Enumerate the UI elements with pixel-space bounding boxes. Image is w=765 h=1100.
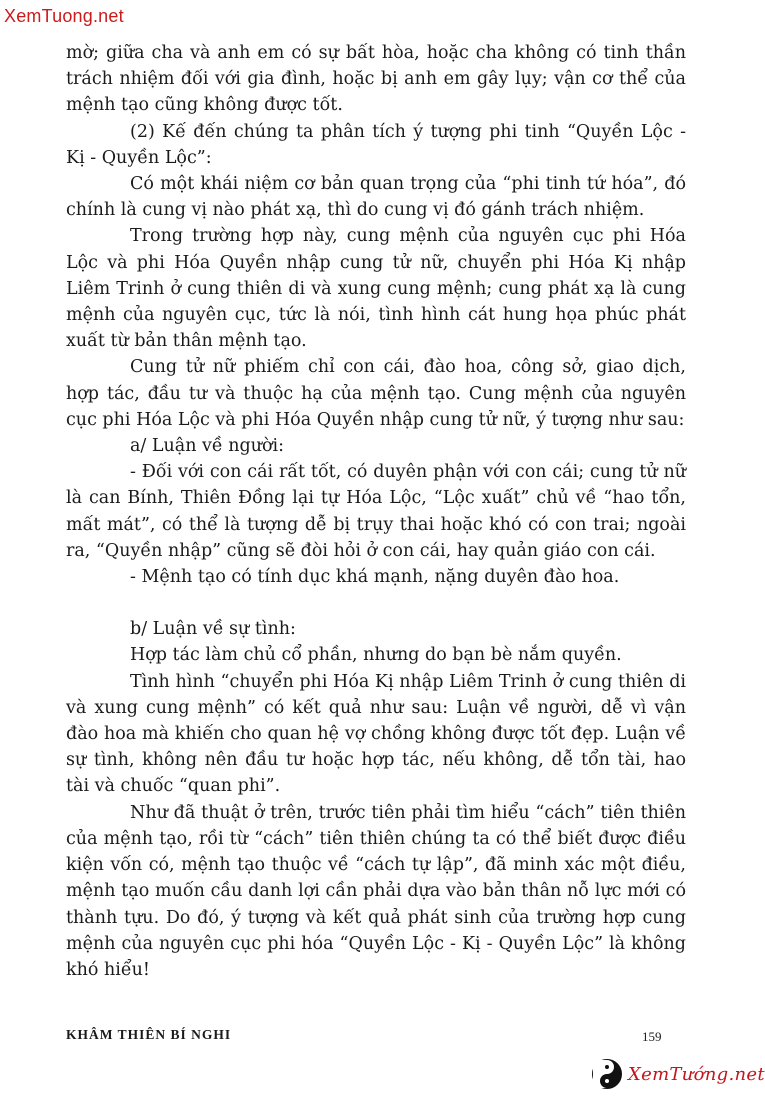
paragraph-children: - Đối với con cái rất tốt, có duyên phận với con cái; cung tử nữ là can Bính, Thiên Đồng lại tự Hóa Lộc, “Lộc xuất” chủ về “hao tổn, mất mát”, có thể là tượng dễ bị trụy thai hoặc khó có con trai; ngoài ra, “Quyền nhập” cũng sẽ đòi hỏi ở con cái, hay quản giáo con cái. bbox=[66, 462, 686, 561]
paragraph-conclusion: Như đã thuật ở trên, trước tiên phải tìm hiểu “cách” tiên thiên của mệnh tạo, rồi từ “cách” tiên thiên chúng ta có thể biết được điều kiện vốn có, mệnh tạo thuộc về “cách tự lập”, đã minh xác một điều, mệnh tạo muốn cầu danh lợi cần phải dựa vào bản thân nỗ lực mới có thành tựu. Do đó, ý tượng và kết quả phát sinh của trường hợp cung mệnh của nguyên cục phi hóa “Quyền Lộc - Kị - Quyền Lộc” là không khó hiểu! bbox=[66, 802, 686, 980]
paragraph-hoa-ki: Tình hình “chuyển phi Hóa Kị nhập Liêm Trinh ở cung thiên di và xung cung mệnh” có kết quả như sau: Luận về người, dễ vì vận đào hoa mà khiến cho quan hệ vợ chồng không được tốt đẹp. Luận về sự tình, không nên đầu tư hoặc hợp tác, nếu không, dễ tổn tài, hao tài và chuốc “quan phi”. bbox=[66, 671, 686, 797]
site-logo bbox=[592, 1056, 765, 1092]
site-watermark: XemTuong.net bbox=[4, 6, 124, 26]
yin-yang-icon bbox=[592, 1059, 622, 1089]
logo-text: XemTướng.net bbox=[628, 1063, 765, 1085]
subheading-affairs: b/ Luận về sự tình: bbox=[130, 619, 296, 640]
paragraph-concept: Có một khái niệm cơ bản quan trọng của “phi tinh tứ hóa”, đó chính là cung vị nào phát xạ, thì do cung vị đó gánh trách nhiệm. bbox=[66, 174, 686, 221]
paragraph-continued: mờ; giữa cha và anh em có sự bất hòa, hoặc cha không có tinh thần trách nhiệm đối với gia đình, hoặc bị anh em gây lụy; vận cơ thể của mệnh tạo cũng không được tốt. bbox=[66, 43, 686, 116]
page-number: 159 bbox=[642, 1029, 662, 1044]
subheading-people: a/ Luận về người: bbox=[130, 436, 285, 457]
paragraph-tu-nu: Cung tử nữ phiếm chỉ con cái, đào hoa, công sở, giao dịch, hợp tác, đầu tư và thuộc hạ của mệnh tạo. Cung mệnh của nguyên cục phi Hóa Lộc và phi Hóa Quyền nhập cung tử nữ, ý tượng như sau: bbox=[66, 357, 686, 430]
book-title: KHÂM THIÊN BÍ NGHI bbox=[66, 1027, 232, 1042]
section-gap bbox=[66, 590, 686, 616]
paragraph-section-2: (2) Kế đến chúng ta phân tích ý tượng phi tinh “Quyền Lộc - Kị - Quyền Lộc”: bbox=[66, 121, 686, 168]
paragraph-partnership: Hợp tác làm chủ cổ phần, nhưng do bạn bè nắm quyền. bbox=[130, 645, 622, 666]
paragraph-case: Trong trường hợp này, cung mệnh của nguyên cục phi Hóa Lộc và phi Hóa Quyền nhập cung tử nữ, chuyển phi Hóa Kị nhập Liêm Trinh ở cung thiên di và xung cung mệnh; cung phát xạ là cung mệnh của nguyên cục, tức là nói, tình hình cát hung họa phúc phát xuất từ bản thân mệnh tạo. bbox=[66, 226, 686, 352]
paragraph-libido: - Mệnh tạo có tính dục khá mạnh, nặng duyên đào hoa. bbox=[130, 567, 620, 588]
page-body bbox=[66, 40, 686, 983]
